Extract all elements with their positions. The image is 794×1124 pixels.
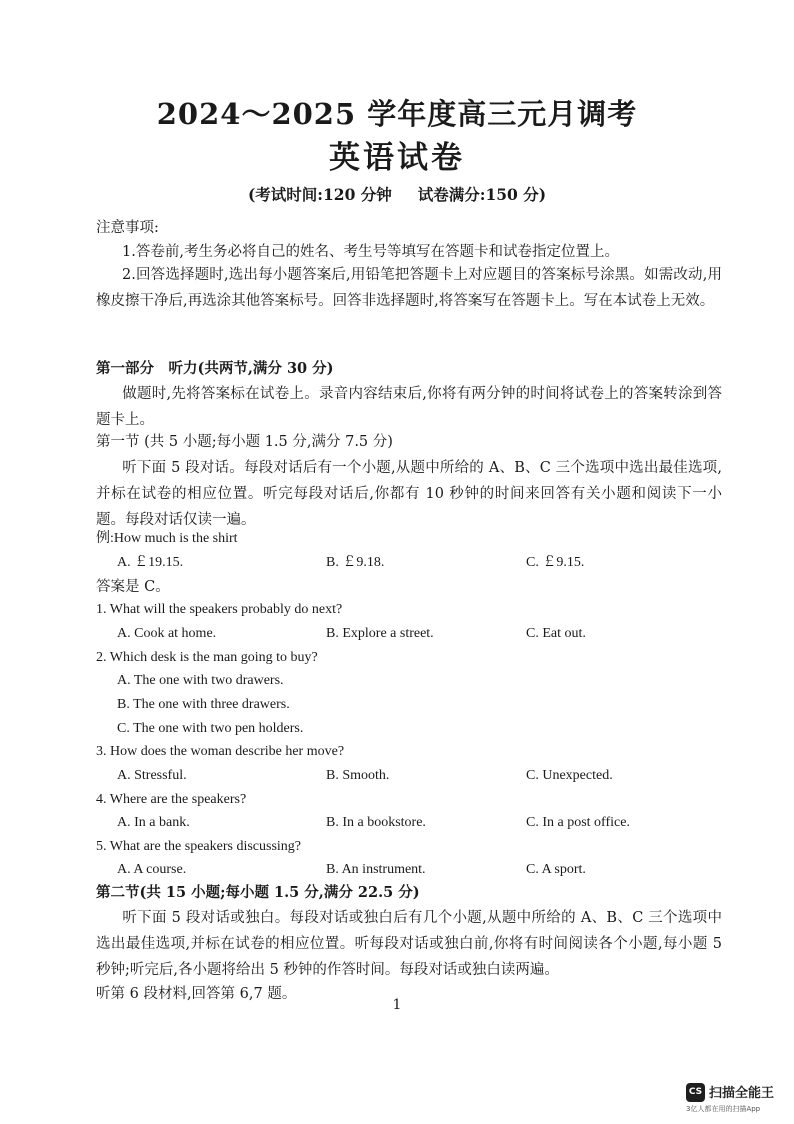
note-item-1: 1.答卷前,考生务必将自己的姓名、考生号等填写在答题卡和试卷指定位置上。 [122, 244, 619, 260]
q5-option-b: B. An instrument. [326, 862, 426, 877]
q2-option-a: A. The one with two drawers. [117, 673, 284, 688]
section2-instruction: 听下面 5 段对话或独白。每段对话或独白后有几个小题,从题中所给的 A、B、C 三个选项中选出最佳选项,并标在试卷的相应位置。听每段对话或独白前,你将有时间阅读各个小题,每小题 5 秒钟;听完后,各小题将给出 5 秒钟的作答时间。每段对话或独白读两遍。 [96, 910, 722, 978]
part1-title: 第一部分 听力(共两节,满分 30 分) [96, 360, 334, 377]
scanner-app-name: 扫描全能王 [709, 1086, 775, 1101]
part1-intro: 做题时,先将答案标在试卷上。录音内容结束后,你将有两分钟的时间将试卷上的答案转涂到答题卡上。 [96, 386, 722, 428]
q2-option-b: B. The one with three drawers. [117, 697, 290, 712]
exam-title: 2024～2025 学年度高三元月调考 [156, 97, 638, 131]
question-4: 4. Where are the speakers? [96, 792, 247, 807]
note-item-2: 2.回答选择题时,选出每小题答案后,用铅笔把答题卡上对应题目的答案标号涂黑。如需改动,用橡皮擦干净后,再选涂其他答案标号。回答非选择题时,将答案写在答题卡上。写在本试卷上无效。 [96, 267, 722, 309]
question-3: 3. How does the woman describe her move? [96, 744, 345, 759]
q5-option-a: A. A course. [117, 862, 187, 877]
question-5: 5. What are the speakers discussing? [96, 839, 302, 854]
exam-info [0, 183, 794, 205]
q1-option-a: A. Cook at home. [117, 626, 217, 641]
page-number: 1 [392, 997, 402, 1013]
q4-option-b: B. In a bookstore. [326, 815, 426, 830]
question-2: 2. Which desk is the man going to buy? [96, 650, 318, 665]
example-option-a: A. ￡19.15. [117, 555, 184, 570]
material-note: 听第 6 段材料,回答第 6,7 题。 [96, 986, 297, 1002]
q1-option-b: B. Explore a street. [326, 626, 434, 641]
example-option-c: C. ￡9.15. [526, 555, 585, 570]
camscanner-logo-icon: CS [686, 1083, 705, 1102]
section2-title: 第二节(共 15 小题;每小题 1.5 分,满分 22.5 分) [96, 884, 420, 901]
section1-title: 第一节 (共 5 小题;每小题 1.5 分,满分 7.5 分) [96, 434, 393, 450]
subject-title: 英语试卷 [329, 140, 465, 176]
q2-option-c: C. The one with two pen holders. [117, 721, 304, 736]
exam-time: (考试时间:120 分钟 [247, 185, 392, 204]
full-score: 试卷满分:150 分) [417, 185, 547, 204]
scanner-tagline: 3亿人都在用的扫描App [686, 1105, 761, 1113]
scanner-watermark [686, 1082, 790, 1116]
notes-heading: 注意事项: [96, 220, 159, 236]
q3-option-b: B. Smooth. [326, 768, 390, 783]
q5-option-c: C. A sport. [526, 862, 586, 877]
q4-option-a: A. In a bank. [117, 815, 190, 830]
example-question: 例:How much is the shirt [96, 531, 238, 546]
q3-option-a: A. Stressful. [117, 768, 187, 783]
example-answer: 答案是 C。 [96, 579, 170, 595]
example-option-b: B. ￡9.18. [326, 555, 385, 570]
q3-option-c: C. Unexpected. [526, 768, 613, 783]
q4-option-c: C. In a post office. [526, 815, 630, 830]
section1-instruction: 听下面 5 段对话。每段对话后有一个小题,从题中所给的 A、B、C 三个选项中选出最佳选项,并标在试卷的相应位置。听完每段对话后,你都有 10 秒钟的时间来回答有关小题和阅读下一小题。每段对话仅读一遍。 [96, 460, 722, 528]
q1-option-c: C. Eat out. [526, 626, 586, 641]
question-1: 1. What will the speakers probably do next? [96, 602, 343, 617]
